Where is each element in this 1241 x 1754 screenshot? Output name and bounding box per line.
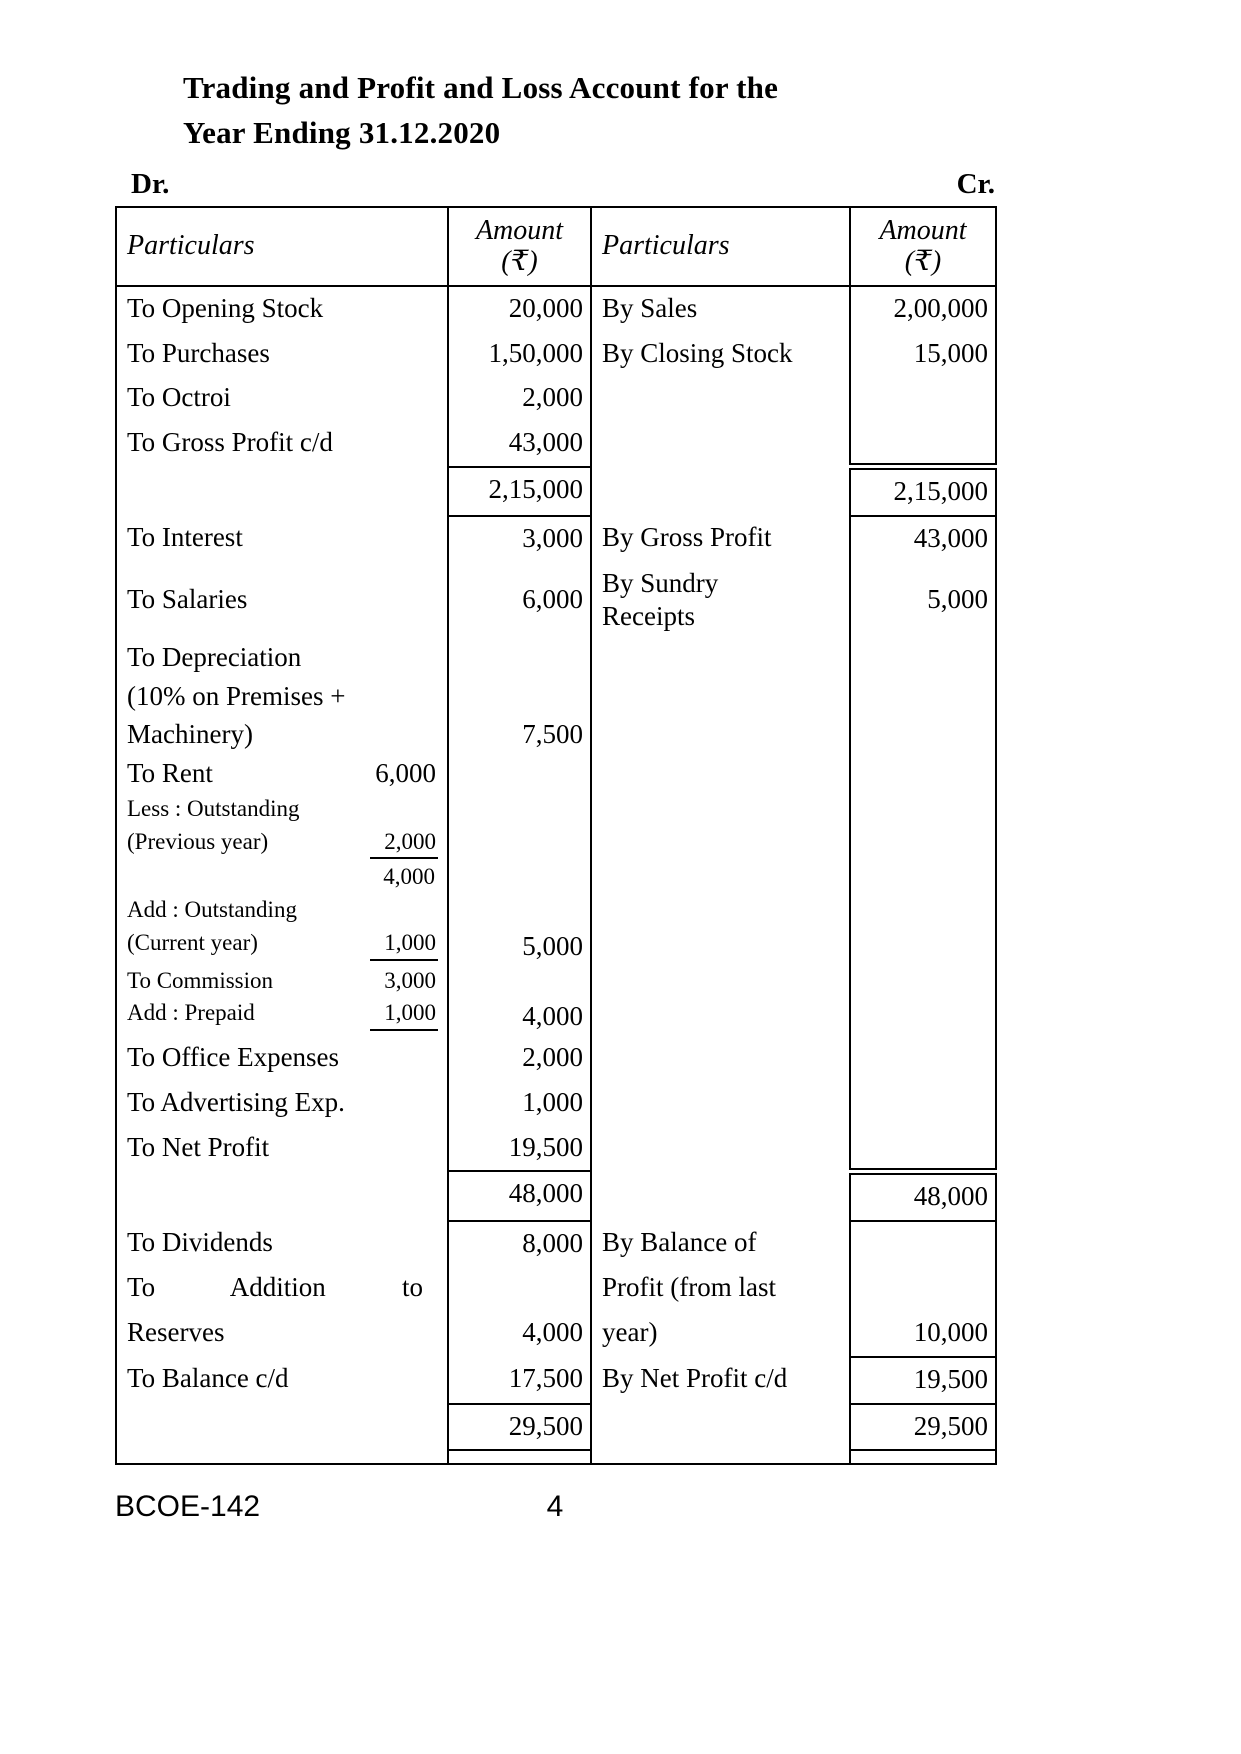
empty-cell <box>116 467 448 516</box>
interest-amount: 3,000 <box>448 516 591 562</box>
empty-cell <box>850 1266 996 1311</box>
empty-cell <box>448 755 591 794</box>
empty-cell <box>850 1221 996 1267</box>
balance-profit-amount: 10,000 <box>850 1311 996 1357</box>
closing-stock-label: By Closing Stock <box>591 332 850 377</box>
empty-cell <box>850 895 996 928</box>
current-year-sub-amount: 1,000 <box>370 929 438 961</box>
empty-cell <box>591 895 850 928</box>
purchases-label: To Purchases <box>127 337 270 368</box>
depreciation-label-line3: Machinery) <box>127 719 253 750</box>
empty-cell <box>850 966 996 999</box>
row-add-prepaid <box>116 998 996 1036</box>
empty-cell <box>850 928 996 966</box>
net-profit-label: To Net Profit <box>127 1131 270 1162</box>
appropriation-total-right: 29,500 <box>850 1404 996 1451</box>
empty-cell <box>591 794 850 827</box>
advertising-amount: 1,000 <box>448 1081 591 1126</box>
cr-label: Cr. <box>956 167 995 200</box>
row-commission <box>116 966 996 999</box>
addition-reserves-line1: To Addition to <box>127 1272 423 1303</box>
dividends-label: To Dividends <box>127 1226 273 1257</box>
previous-year-sub-amount: 2,000 <box>370 828 438 860</box>
empty-cell <box>448 895 591 928</box>
header-amount-right <box>850 207 996 286</box>
empty-cell <box>591 998 850 1036</box>
gross-profit-cd-label: To Gross Profit c/d <box>127 427 333 458</box>
row-trading-total <box>116 467 996 516</box>
depreciation-label-line1: To Depreciation <box>127 641 302 672</box>
empty-cell <box>850 639 996 678</box>
empty-cell <box>448 1266 591 1311</box>
pl-total-left: 48,000 <box>448 1171 591 1220</box>
empty-cell <box>448 639 591 678</box>
empty-cell <box>591 1450 850 1464</box>
row-interest <box>116 516 996 562</box>
rent-amount: 5,000 <box>448 928 591 966</box>
sales-label: By Sales <box>591 286 850 332</box>
sales-amount: 2,00,000 <box>850 286 996 332</box>
header-amount-left <box>448 207 591 286</box>
row-current-year <box>116 928 996 966</box>
empty-cell <box>850 1126 996 1172</box>
empty-cell <box>850 827 996 863</box>
balance-profit-line1: By Balance of <box>591 1221 850 1267</box>
header-amount-left-word: Amount <box>475 215 564 247</box>
row-add-outstanding <box>116 895 996 928</box>
dr-label: Dr. <box>131 167 170 200</box>
row-advertising <box>116 1081 996 1126</box>
opening-stock-label: To Opening Stock <box>127 292 324 323</box>
row-gross-profit-cd <box>116 421 996 467</box>
current-year-label: (Current year) <box>127 929 258 955</box>
empty-cell <box>591 1404 850 1451</box>
addition-reserves-amount: 4,000 <box>448 1311 591 1357</box>
net-profit-cd-label: By Net Profit c/d <box>591 1357 850 1404</box>
salaries-label: To Salaries <box>127 583 248 614</box>
gross-profit-bd-amount: 43,000 <box>850 516 996 562</box>
commission-sub-amount: 3,000 <box>384 967 436 993</box>
rent-sub-amount: 6,000 <box>375 758 436 788</box>
trading-profit-loss-account-table <box>115 206 997 1465</box>
gross-profit-cd-amount: 43,000 <box>448 421 591 467</box>
page-title <box>183 66 1023 156</box>
empty-cell <box>591 678 850 717</box>
empty-cell <box>116 1404 448 1451</box>
page-number: 4 <box>546 1490 564 1523</box>
header-particulars-right: Particulars <box>591 207 850 286</box>
row-depreciation-1 <box>116 639 996 678</box>
empty-cell <box>850 716 996 755</box>
empty-cell <box>591 467 850 516</box>
empty-cell <box>448 966 591 999</box>
spacer-row <box>116 1450 996 1464</box>
dr-cr-row <box>115 168 995 201</box>
sundry-receipts-line1: By Sundry <box>602 567 719 598</box>
row-purchases <box>116 332 996 377</box>
less-outstanding-label: Less : Outstanding <box>127 795 300 821</box>
depreciation-amount: 7,500 <box>448 716 591 755</box>
header-amount-left-currency: (₹) <box>501 246 538 278</box>
row-office-expenses <box>116 1036 996 1081</box>
empty-cell <box>116 1171 448 1220</box>
header-particulars-left: Particulars <box>116 207 448 286</box>
empty-cell <box>850 998 996 1036</box>
balance-cd-amount: 17,500 <box>448 1357 591 1404</box>
octroi-amount: 2,000 <box>448 376 591 421</box>
row-rent <box>116 755 996 794</box>
empty-cell <box>591 755 850 794</box>
prepaid-label: Add : Prepaid <box>127 1000 255 1026</box>
add-outstanding-label: Add : Outstanding <box>127 897 297 922</box>
empty-cell <box>591 1036 850 1081</box>
rent-net-sub-amount: 4,000 <box>383 864 435 890</box>
empty-cell <box>850 794 996 827</box>
empty-cell <box>850 678 996 717</box>
empty-cell <box>448 827 591 863</box>
gross-profit-bd-label: By Gross Profit <box>591 516 850 562</box>
purchases-amount: 1,50,000 <box>448 332 591 377</box>
rent-label: To Rent <box>127 758 213 788</box>
interest-label: To Interest <box>127 522 243 553</box>
trading-total-right: 2,15,000 <box>850 467 996 516</box>
row-salaries-sundry <box>116 562 996 639</box>
office-expenses-label: To Office Expenses <box>127 1042 340 1072</box>
balance-profit-line3: year) <box>591 1311 850 1357</box>
commission-label: To Commission <box>127 967 273 993</box>
empty-cell <box>448 678 591 717</box>
row-balance-cd <box>116 1357 996 1404</box>
net-profit-cd-amount: 19,500 <box>850 1357 996 1404</box>
trading-total-left: 2,15,000 <box>448 467 591 516</box>
empty-cell <box>591 827 850 863</box>
office-expenses-amount: 2,000 <box>448 1036 591 1081</box>
net-profit-amount: 19,500 <box>448 1126 591 1172</box>
dividends-amount: 8,000 <box>448 1221 591 1267</box>
row-depreciation-2 <box>116 678 996 717</box>
previous-year-label: (Previous year) <box>127 828 269 854</box>
table-header-row <box>116 207 996 286</box>
empty-cell <box>850 862 996 895</box>
empty-cell <box>850 1450 996 1464</box>
title-line-2: Year Ending 31.12.2020 <box>183 114 501 150</box>
empty-cell <box>850 1036 996 1081</box>
empty-cell <box>591 1126 850 1172</box>
empty-cell <box>591 966 850 999</box>
empty-cell <box>591 862 850 895</box>
empty-cell <box>850 755 996 794</box>
course-code: BCOE-142 <box>115 1490 261 1523</box>
appropriation-total-left: 29,500 <box>448 1404 591 1451</box>
salaries-amount: 6,000 <box>448 562 591 639</box>
empty-cell <box>850 421 996 467</box>
row-rent-net <box>116 862 996 895</box>
empty-cell <box>448 1450 591 1464</box>
empty-cell <box>591 928 850 966</box>
addition-reserves-line2: Reserves <box>127 1317 225 1347</box>
row-previous-year <box>116 827 996 863</box>
row-less-outstanding <box>116 794 996 827</box>
empty-cell <box>591 421 850 467</box>
title-line-1: Trading and Profit and Loss Account for the <box>183 70 779 105</box>
row-dividends <box>116 1221 996 1267</box>
pl-total-right: 48,000 <box>850 1171 996 1220</box>
sundry-receipts-line2: Receipts <box>602 600 695 631</box>
row-opening-stock <box>116 286 996 332</box>
row-octroi <box>116 376 996 421</box>
empty-cell <box>591 376 850 421</box>
row-net-profit <box>116 1126 996 1172</box>
row-appropriation-total <box>116 1404 996 1451</box>
closing-stock-amount: 15,000 <box>850 332 996 377</box>
depreciation-label-line2: (10% on Premises + <box>127 680 346 711</box>
commission-cell <box>116 966 448 999</box>
rent-label-cell <box>116 755 448 794</box>
advertising-label: To Advertising Exp. <box>127 1086 345 1117</box>
row-addition-to-reserves-2 <box>116 1311 996 1357</box>
opening-stock-amount: 20,000 <box>448 286 591 332</box>
header-amount-right-word: Amount <box>879 215 967 247</box>
octroi-label: To Octroi <box>127 382 231 413</box>
commission-amount: 4,000 <box>448 998 591 1036</box>
row-addition-to-reserves-1 <box>116 1266 996 1311</box>
previous-year-cell <box>116 827 448 863</box>
current-year-cell <box>116 928 448 966</box>
empty-cell <box>591 716 850 755</box>
prepaid-cell <box>116 998 448 1036</box>
empty-cell <box>850 376 996 421</box>
row-depreciation-3 <box>116 716 996 755</box>
balance-cd-label: To Balance c/d <box>127 1362 289 1393</box>
empty-cell <box>591 1171 850 1220</box>
prepaid-sub-amount: 1,000 <box>370 999 438 1031</box>
row-pl-total <box>116 1171 996 1220</box>
empty-cell <box>116 1450 448 1464</box>
empty-cell <box>591 639 850 678</box>
sundry-receipts-label <box>591 562 850 639</box>
empty-cell <box>591 1081 850 1126</box>
empty-cell <box>448 862 591 895</box>
sundry-receipts-amount: 5,000 <box>850 562 996 639</box>
empty-cell <box>850 1081 996 1126</box>
balance-profit-line2: Profit (from last <box>591 1266 850 1311</box>
page-footer <box>115 1490 995 1530</box>
header-amount-right-currency: (₹) <box>904 246 942 278</box>
empty-cell <box>448 794 591 827</box>
